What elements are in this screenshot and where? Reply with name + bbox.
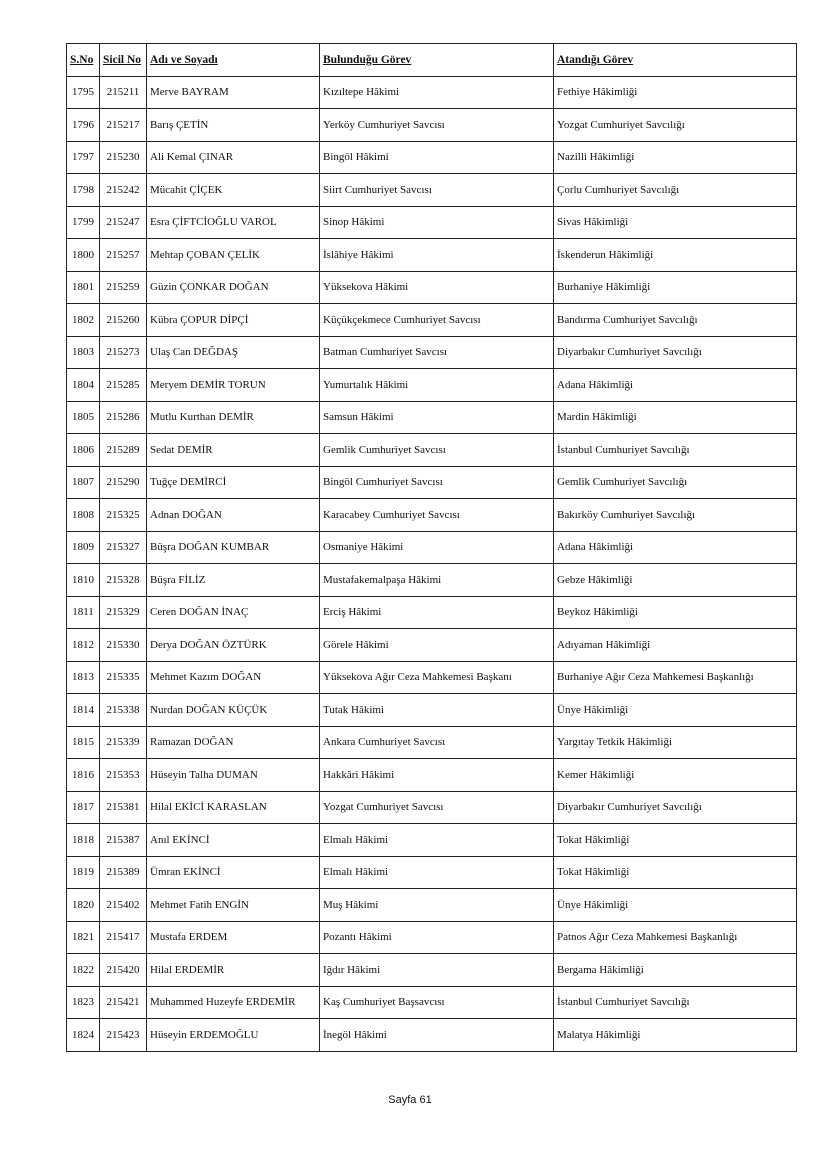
cell-name: Hüseyin ERDEMOĞLU [147,1019,320,1052]
header-assigned-post: Atandığı Görev [554,44,797,77]
cell-assigned-post: Gemlik Cumhuriyet Savcılığı [554,466,797,499]
cell-name: Anıl EKİNCİ [147,824,320,857]
cell-name: Kübra ÇOPUR DİPÇİ [147,304,320,337]
table-row [67,564,797,597]
cell-sno: 1816 [67,759,100,792]
cell-name: Meryem DEMİR TORUN [147,369,320,402]
cell-current-post: Hakkâri Hâkimi [320,759,554,792]
cell-name: Merve BAYRAM [147,76,320,109]
cell-current-post: İslâhiye Hâkimi [320,239,554,272]
cell-sicil-no: 215421 [100,986,147,1019]
cell-sno: 1795 [67,76,100,109]
table-row [67,466,797,499]
cell-sicil-no: 215260 [100,304,147,337]
table-row [67,499,797,532]
cell-sno: 1799 [67,206,100,239]
cell-name: Mehtap ÇOBAN ÇELİK [147,239,320,272]
header-name: Adı ve Soyadı [147,44,320,77]
cell-current-post: Osmaniye Hâkimi [320,531,554,564]
cell-assigned-post: Burhaniye Hâkimliği [554,271,797,304]
table-row [67,174,797,207]
table-row [67,629,797,662]
cell-assigned-post: Adana Hâkimliği [554,369,797,402]
cell-sicil-no: 215286 [100,401,147,434]
cell-assigned-post: İstanbul Cumhuriyet Savcılığı [554,434,797,467]
cell-sicil-no: 215230 [100,141,147,174]
cell-sicil-no: 215273 [100,336,147,369]
cell-sicil-no: 215387 [100,824,147,857]
cell-current-post: Kaş Cumhuriyet Başsavcısı [320,986,554,1019]
cell-current-post: Muş Hâkimi [320,889,554,922]
cell-assigned-post: Yargıtay Tetkik Hâkimliği [554,726,797,759]
cell-current-post: Yumurtalık Hâkimi [320,369,554,402]
cell-sicil-no: 215259 [100,271,147,304]
cell-current-post: Elmalı Hâkimi [320,856,554,889]
cell-sno: 1804 [67,369,100,402]
cell-sno: 1809 [67,531,100,564]
header-sicil-no: Sicil No [100,44,147,77]
cell-sno: 1806 [67,434,100,467]
table-row [67,1019,797,1052]
table-row [67,336,797,369]
cell-current-post: Gemlik Cumhuriyet Savcısı [320,434,554,467]
cell-name: Muhammed Huzeyfe ERDEMİR [147,986,320,1019]
cell-sicil-no: 215289 [100,434,147,467]
cell-sno: 1811 [67,596,100,629]
page-number: Sayfa 61 [388,1094,432,1106]
cell-sno: 1812 [67,629,100,662]
cell-current-post: Karacabey Cumhuriyet Savcısı [320,499,554,532]
cell-sicil-no: 215327 [100,531,147,564]
table-row [67,596,797,629]
cell-name: Ali Kemal ÇINAR [147,141,320,174]
cell-sno: 1801 [67,271,100,304]
table-row [67,889,797,922]
table-row [67,694,797,727]
cell-assigned-post: Adana Hâkimliği [554,531,797,564]
cell-sno: 1802 [67,304,100,337]
cell-name: Adnan DOĞAN [147,499,320,532]
table-body [67,76,797,1051]
cell-name: Ramazan DOĞAN [147,726,320,759]
cell-current-post: Kızıltepe Hâkimi [320,76,554,109]
cell-sicil-no: 215330 [100,629,147,662]
cell-current-post: İnegöl Hâkimi [320,1019,554,1052]
cell-assigned-post: Bergama Hâkimliği [554,954,797,987]
cell-assigned-post: Bakırköy Cumhuriyet Savcılığı [554,499,797,532]
cell-current-post: Siirt Cumhuriyet Savcısı [320,174,554,207]
cell-current-post: Sinop Hâkimi [320,206,554,239]
cell-sicil-no: 215217 [100,109,147,142]
cell-name: Barış ÇETİN [147,109,320,142]
cell-assigned-post: Mardin Hâkimliği [554,401,797,434]
table-row [67,141,797,174]
cell-current-post: Yüksekova Ağır Ceza Mahkemesi Başkanı [320,661,554,694]
table-header [67,44,797,77]
cell-sno: 1796 [67,109,100,142]
cell-assigned-post: İskenderun Hâkimliği [554,239,797,272]
cell-assigned-post: Kemer Hâkimliği [554,759,797,792]
cell-sno: 1800 [67,239,100,272]
cell-assigned-post: Bandırma Cumhuriyet Savcılığı [554,304,797,337]
table-row [67,401,797,434]
cell-name: Ulaş Can DEĞDAŞ [147,336,320,369]
cell-sno: 1805 [67,401,100,434]
cell-name: Nurdan DOĞAN KÜÇÜK [147,694,320,727]
cell-sicil-no: 215328 [100,564,147,597]
cell-sno: 1818 [67,824,100,857]
table-row [67,986,797,1019]
cell-name: Mehmet Fatih ENGİN [147,889,320,922]
table-row [67,109,797,142]
cell-sicil-no: 215247 [100,206,147,239]
cell-sno: 1808 [67,499,100,532]
cell-assigned-post: İstanbul Cumhuriyet Savcılığı [554,986,797,1019]
cell-assigned-post: Adıyaman Hâkimliği [554,629,797,662]
cell-assigned-post: Malatya Hâkimliği [554,1019,797,1052]
cell-current-post: Ankara Cumhuriyet Savcısı [320,726,554,759]
cell-assigned-post: Yozgat Cumhuriyet Savcılığı [554,109,797,142]
table-row [67,434,797,467]
cell-current-post: Samsun Hâkimi [320,401,554,434]
table-row [67,304,797,337]
cell-sno: 1810 [67,564,100,597]
cell-sno: 1798 [67,174,100,207]
cell-assigned-post: Burhaniye Ağır Ceza Mahkemesi Başkanlığı [554,661,797,694]
cell-name: Ümran EKİNCİ [147,856,320,889]
table-row [67,239,797,272]
cell-sicil-no: 215329 [100,596,147,629]
cell-name: Büşra FİLİZ [147,564,320,597]
appointment-table [66,43,797,1052]
cell-name: Tuğçe DEMİRCİ [147,466,320,499]
cell-assigned-post: Tokat Hâkimliği [554,824,797,857]
cell-sicil-no: 215389 [100,856,147,889]
cell-sicil-no: 215211 [100,76,147,109]
cell-name: Ceren DOĞAN İNAÇ [147,596,320,629]
cell-sno: 1821 [67,921,100,954]
cell-assigned-post: Diyarbakır Cumhuriyet Savcılığı [554,336,797,369]
cell-sicil-no: 215338 [100,694,147,727]
cell-assigned-post: Beykoz Hâkimliği [554,596,797,629]
cell-sicil-no: 215402 [100,889,147,922]
cell-assigned-post: Sivas Hâkimliği [554,206,797,239]
cell-current-post: Erciş Hâkimi [320,596,554,629]
cell-sno: 1803 [67,336,100,369]
cell-sno: 1822 [67,954,100,987]
table-row [67,791,797,824]
cell-sno: 1814 [67,694,100,727]
cell-sno: 1824 [67,1019,100,1052]
table-row [67,954,797,987]
cell-sno: 1797 [67,141,100,174]
cell-sicil-no: 215325 [100,499,147,532]
cell-name: Hilal ERDEMİR [147,954,320,987]
cell-current-post: Tutak Hâkimi [320,694,554,727]
cell-sicil-no: 215285 [100,369,147,402]
table-row [67,726,797,759]
cell-current-post: Yüksekova Hâkimi [320,271,554,304]
table-row [67,661,797,694]
table-row [67,206,797,239]
cell-sno: 1817 [67,791,100,824]
cell-sno: 1815 [67,726,100,759]
cell-name: Esra ÇİFTCİOĞLU VAROL [147,206,320,239]
cell-name: Büşra DOĞAN KUMBAR [147,531,320,564]
header-sno: S.No [67,44,100,77]
cell-current-post: Yozgat Cumhuriyet Savcısı [320,791,554,824]
cell-assigned-post: Ünye Hâkimliği [554,694,797,727]
cell-sicil-no: 215290 [100,466,147,499]
cell-sicil-no: 215381 [100,791,147,824]
cell-name: Mustafa ERDEM [147,921,320,954]
cell-current-post: Iğdır Hâkimi [320,954,554,987]
table-row [67,856,797,889]
table-row [67,921,797,954]
cell-name: Sedat DEMİR [147,434,320,467]
cell-name: Hilal EKİCİ KARASLAN [147,791,320,824]
cell-assigned-post: Nazilli Hâkimliği [554,141,797,174]
cell-name: Hüseyin Talha DUMAN [147,759,320,792]
cell-sno: 1819 [67,856,100,889]
cell-sicil-no: 215339 [100,726,147,759]
cell-current-post: Mustafakemalpaşa Hâkimi [320,564,554,597]
cell-sicil-no: 215242 [100,174,147,207]
cell-assigned-post: Patnos Ağır Ceza Mahkemesi Başkanlığı [554,921,797,954]
cell-current-post: Görele Hâkimi [320,629,554,662]
cell-name: Mutlu Kurthan DEMİR [147,401,320,434]
cell-assigned-post: Diyarbakır Cumhuriyet Savcılığı [554,791,797,824]
cell-sicil-no: 215417 [100,921,147,954]
cell-current-post: Pozantı Hâkimi [320,921,554,954]
table-row [67,76,797,109]
header-row [67,44,797,77]
cell-assigned-post: Ünye Hâkimliği [554,889,797,922]
cell-sicil-no: 215353 [100,759,147,792]
cell-sno: 1820 [67,889,100,922]
table-row [67,759,797,792]
cell-sno: 1813 [67,661,100,694]
cell-name: Derya DOĞAN ÖZTÜRK [147,629,320,662]
cell-sicil-no: 215423 [100,1019,147,1052]
cell-sno: 1807 [67,466,100,499]
cell-name: Mehmet Kazım DOĞAN [147,661,320,694]
table-row [67,369,797,402]
table-row [67,271,797,304]
cell-current-post: Bingöl Hâkimi [320,141,554,174]
cell-current-post: Yerköy Cumhuriyet Savcısı [320,109,554,142]
table-row [67,531,797,564]
cell-sicil-no: 215420 [100,954,147,987]
header-current-post: Bulunduğu Görev [320,44,554,77]
cell-sicil-no: 215335 [100,661,147,694]
cell-assigned-post: Tokat Hâkimliği [554,856,797,889]
cell-current-post: Bingöl Cumhuriyet Savcısı [320,466,554,499]
cell-name: Mücahit ÇİÇEK [147,174,320,207]
cell-sicil-no: 215257 [100,239,147,272]
table-row [67,824,797,857]
cell-current-post: Küçükçekmece Cumhuriyet Savcısı [320,304,554,337]
cell-assigned-post: Çorlu Cumhuriyet Savcılığı [554,174,797,207]
cell-current-post: Elmalı Hâkimi [320,824,554,857]
cell-name: Güzin ÇONKAR DOĞAN [147,271,320,304]
cell-sno: 1823 [67,986,100,1019]
cell-current-post: Batman Cumhuriyet Savcısı [320,336,554,369]
cell-assigned-post: Gebze Hâkimliği [554,564,797,597]
cell-assigned-post: Fethiye Hâkimliği [554,76,797,109]
